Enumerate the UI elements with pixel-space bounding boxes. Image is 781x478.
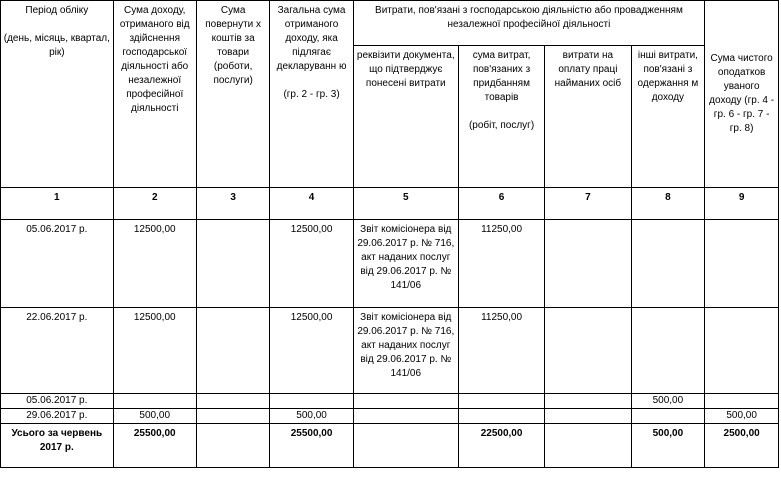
column-number-3: 3 — [196, 188, 270, 220]
header-period-title: Період обліку — [25, 5, 89, 16]
cell-wages — [545, 394, 631, 409]
column-number-row — [1, 188, 779, 220]
cell-goods-cost: 11250,00 — [458, 220, 544, 308]
cell-doc-details — [353, 394, 458, 409]
header-total-income-text: Загальна сума отриманого доходу, яка підлягає декларуванн ю — [276, 5, 347, 72]
header-returned-text: Сума повернути х коштів за товари (роботи, послуги) — [205, 5, 262, 86]
cell-returned — [196, 308, 270, 394]
cell-period: 05.06.2017 р. — [1, 394, 114, 409]
header-goods-cost-text: сума витрат, пов'язаних з придбанням товарів — [472, 50, 531, 103]
cell-total-income: 12500,00 — [270, 220, 353, 308]
header-other-expenses-text: інші витрати, пов'язані з одержання м доходу — [637, 50, 699, 103]
cell-other-expenses — [631, 409, 705, 424]
column-number-7: 7 — [545, 188, 631, 220]
header-other-expenses — [631, 46, 705, 188]
cell-period: 22.06.2017 р. — [1, 308, 114, 394]
header-total-income — [270, 1, 353, 188]
header-net-income-text: Сума чистого оподатков уваного доходу (гр. 4 - гр. 6 - гр. 7 - гр. 8) — [709, 53, 775, 134]
cell-doc-details: Звіт комісіонера від 29.06.2017 р. № 716, акт наданих послуг від 29.06.2017 р. № 141/06 — [353, 308, 458, 394]
cell-returned — [196, 409, 270, 424]
cell-wages — [545, 409, 631, 424]
total-income: 25500,00 — [113, 424, 196, 468]
header-net-income — [705, 1, 779, 188]
cell-net-income: 500,00 — [705, 409, 779, 424]
cell-income: 500,00 — [113, 409, 196, 424]
header-expenses-group — [353, 1, 705, 46]
cell-total-income: 12500,00 — [270, 308, 353, 394]
cell-goods-cost — [458, 394, 544, 409]
header-row-1 — [1, 1, 779, 46]
header-doc-details-text: реквізити документа, що підтверджує понесені витрати — [356, 50, 455, 89]
header-goods-cost-note: (робіт, послуг) — [468, 120, 535, 131]
header-total-income-formula: (гр. 2 - гр. 3) — [283, 89, 340, 100]
table-row — [1, 308, 779, 394]
column-number-2: 2 — [113, 188, 196, 220]
column-number-5: 5 — [353, 188, 458, 220]
total-net-income: 2500,00 — [705, 424, 779, 468]
cell-wages — [545, 308, 631, 394]
column-number-8: 8 — [631, 188, 705, 220]
cell-net-income — [705, 308, 779, 394]
header-expenses-group-text: Витрати, пов'язані з господарською діяльністю або провадженням незалежної професійної діяльності — [375, 5, 683, 30]
cell-returned — [196, 220, 270, 308]
cell-net-income — [705, 394, 779, 409]
column-number-4: 4 — [270, 188, 353, 220]
cell-goods-cost: 11250,00 — [458, 308, 544, 394]
cell-wages — [545, 220, 631, 308]
cell-period: 29.06.2017 р. — [1, 409, 114, 424]
cell-period: 05.06.2017 р. — [1, 220, 114, 308]
header-goods-cost — [458, 46, 544, 188]
cell-returned — [196, 394, 270, 409]
total-returned — [196, 424, 270, 468]
column-number-1: 1 — [1, 188, 114, 220]
cell-doc-details: Звіт комісіонера від 29.06.2017 р. № 716, акт наданих послуг від 29.06.2017 р. № 141/06 — [353, 220, 458, 308]
total-row — [1, 424, 779, 468]
header-income — [113, 1, 196, 188]
cell-other-expenses — [631, 308, 705, 394]
header-period — [1, 1, 114, 188]
cell-net-income — [705, 220, 779, 308]
header-doc-details — [353, 46, 458, 188]
cell-income: 12500,00 — [113, 308, 196, 394]
cell-other-expenses: 500,00 — [631, 394, 705, 409]
table-row — [1, 409, 779, 424]
cell-total-income: 500,00 — [270, 409, 353, 424]
header-wages-text: витрати на оплату праці найманих осіб — [554, 50, 622, 89]
total-total-income: 25500,00 — [270, 424, 353, 468]
table-row — [1, 220, 779, 308]
table-row — [1, 394, 779, 409]
total-goods-cost: 22500,00 — [458, 424, 544, 468]
header-returned — [196, 1, 270, 188]
cell-income — [113, 394, 196, 409]
cell-doc-details — [353, 409, 458, 424]
total-wages — [545, 424, 631, 468]
total-other-expenses: 500,00 — [631, 424, 705, 468]
column-number-6: 6 — [458, 188, 544, 220]
header-wages — [545, 46, 631, 188]
header-period-note: (день, місяць, квартал, рік) — [3, 33, 110, 58]
header-income-text: Сума доходу, отриманого від здійснення господарської діяльності або незалежної професійної діяльності — [119, 5, 190, 114]
column-number-9: 9 — [705, 188, 779, 220]
total-doc-details — [353, 424, 458, 468]
total-label: Усього за червень 2017 р. — [1, 424, 114, 468]
cell-total-income — [270, 394, 353, 409]
cell-goods-cost — [458, 409, 544, 424]
cell-other-expenses — [631, 220, 705, 308]
cell-income: 12500,00 — [113, 220, 196, 308]
